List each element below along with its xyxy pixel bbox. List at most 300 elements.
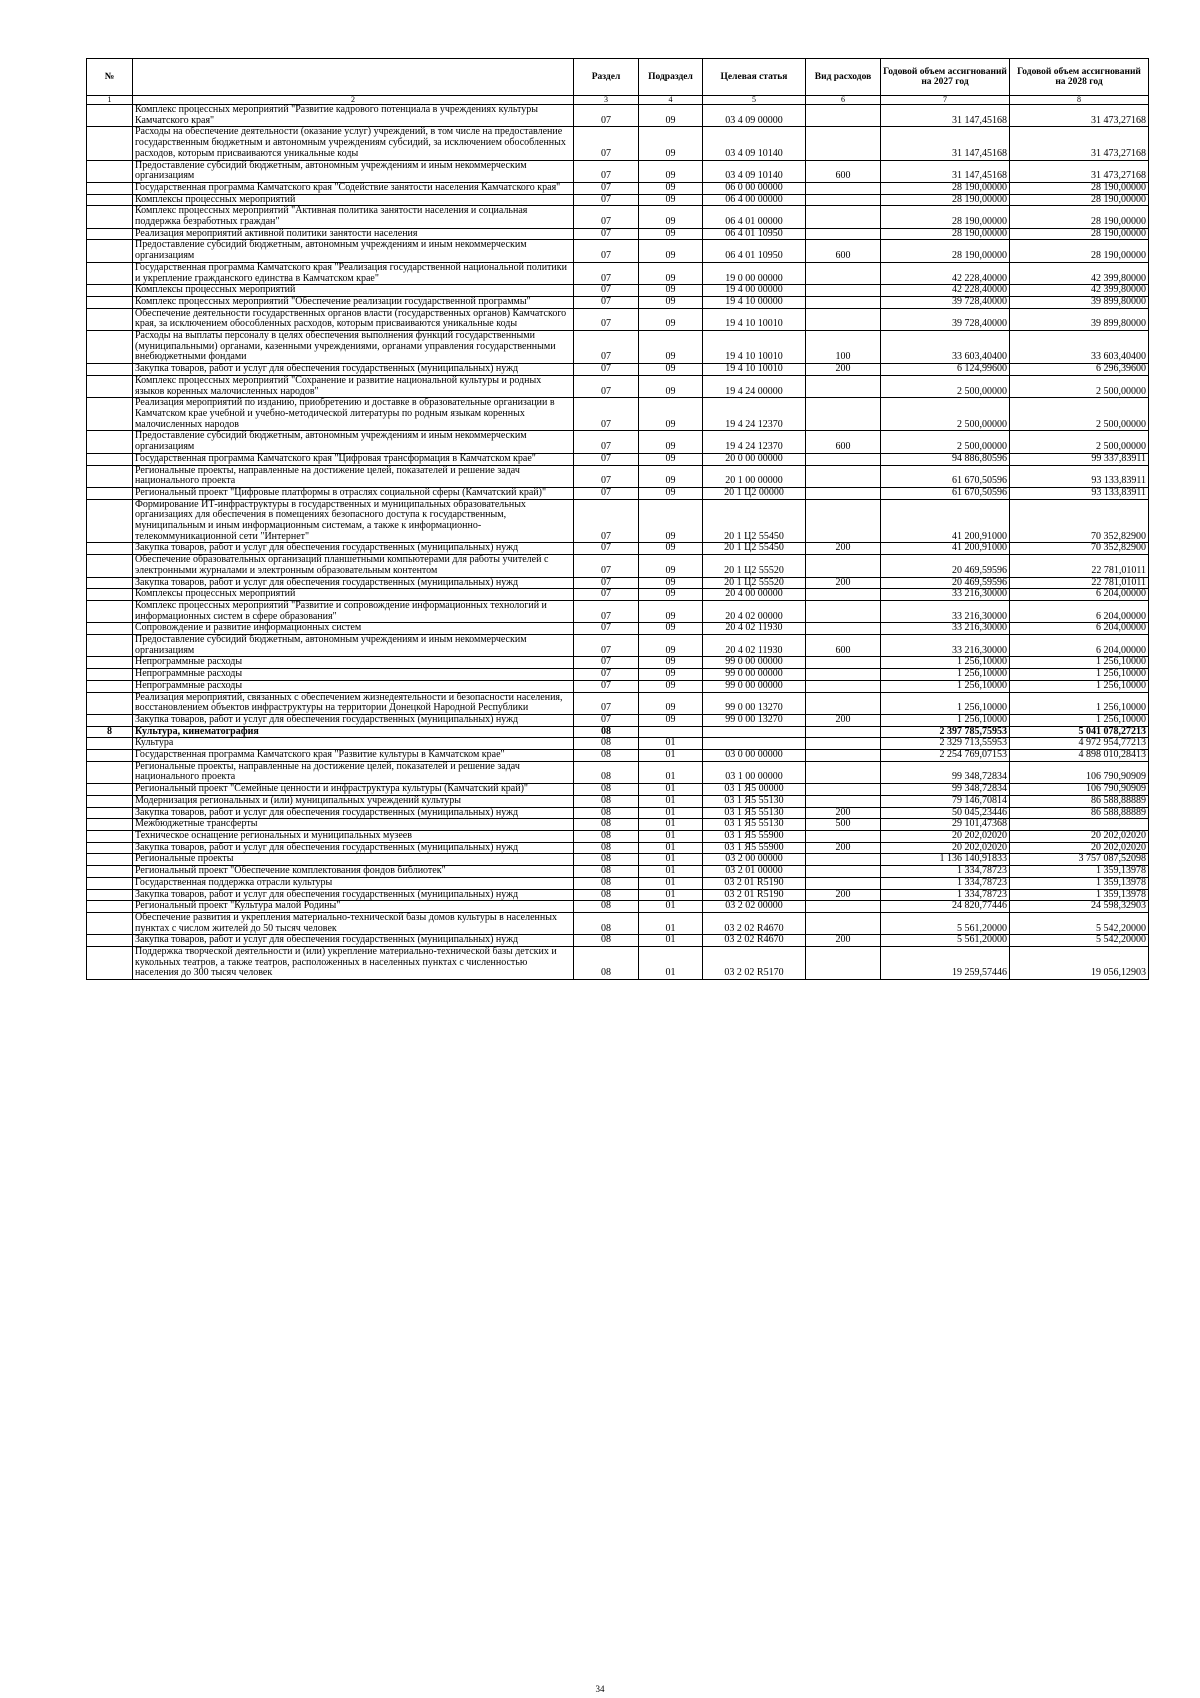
row-celevaya: 03 1 Я5 55900	[703, 831, 806, 843]
row-name: Государственная программа Камчатского края "Содействие занятости населения Камчатского края"	[133, 182, 574, 194]
row-razdel: 08	[574, 738, 639, 750]
row-celevaya: 19 4 10 10010	[703, 308, 806, 330]
row-podrazdel: 09	[639, 453, 703, 465]
row-celevaya	[703, 738, 806, 750]
row-vid	[806, 555, 881, 577]
row-vid	[806, 182, 881, 194]
row-celevaya: 03 2 01 00000	[703, 866, 806, 878]
row-podrazdel: 01	[639, 912, 703, 934]
row-celevaya: 20 1 Ц2 55520	[703, 555, 806, 577]
row-vid: 600	[806, 635, 881, 657]
row-vid	[806, 206, 881, 228]
row-vid	[806, 761, 881, 783]
row-celevaya: 03 1 Я5 00000	[703, 784, 806, 796]
row-amount-2028: 28 190,00000	[1010, 194, 1149, 206]
row-name: Закупка товаров, работ и услуг для обеспечения государственных (муниципальных) нужд	[133, 842, 574, 854]
row-amount-2028: 6 204,00000	[1010, 635, 1149, 657]
row-name: Комплекс процессных мероприятий "Развитие и сопровождение информационных технологий и информационных систем в сфере образования"	[133, 600, 574, 622]
row-amount-2027: 29 101,47368	[881, 819, 1010, 831]
row-amount-2027: 2 500,00000	[881, 398, 1010, 431]
row-number	[87, 935, 133, 947]
row-number	[87, 889, 133, 901]
row-amount-2027: 28 190,00000	[881, 194, 1010, 206]
row-name: Региональный проект "Обеспечение комплектования фондов библиотек"	[133, 866, 574, 878]
row-razdel: 08	[574, 866, 639, 878]
row-name: Комплекс процессных мероприятий "Обеспечение реализации государственной программы"	[133, 296, 574, 308]
row-razdel: 07	[574, 589, 639, 601]
table-row	[87, 285, 1149, 297]
row-celevaya: 03 0 00 00000	[703, 750, 806, 762]
row-razdel: 07	[574, 543, 639, 555]
row-name: Реализация мероприятий активной политики занятости населения	[133, 228, 574, 240]
col-header-razdel: Раздел	[574, 59, 639, 96]
row-razdel: 07	[574, 465, 639, 487]
row-podrazdel: 09	[639, 331, 703, 364]
row-amount-2028: 6 204,00000	[1010, 623, 1149, 635]
row-amount-2028: 28 190,00000	[1010, 228, 1149, 240]
row-name: Техническое оснащение региональных и муниципальных музеев	[133, 831, 574, 843]
row-amount-2028: 28 190,00000	[1010, 240, 1149, 262]
row-podrazdel: 01	[639, 889, 703, 901]
row-number	[87, 105, 133, 127]
row-podrazdel: 09	[639, 160, 703, 182]
row-number	[87, 680, 133, 692]
row-vid: 200	[806, 807, 881, 819]
row-razdel: 08	[574, 877, 639, 889]
row-amount-2028: 24 598,32903	[1010, 901, 1149, 913]
row-amount-2027: 61 670,50596	[881, 465, 1010, 487]
row-amount-2028: 1 256,10000	[1010, 669, 1149, 681]
row-razdel: 07	[574, 555, 639, 577]
table-row	[87, 577, 1149, 589]
row-razdel: 07	[574, 375, 639, 397]
row-amount-2028: 28 190,00000	[1010, 206, 1149, 228]
row-name: Закупка товаров, работ и услуг для обеспечения государственных (муниципальных) нужд	[133, 577, 574, 589]
row-vid	[806, 487, 881, 499]
row-number	[87, 831, 133, 843]
row-podrazdel: 09	[639, 262, 703, 284]
row-razdel: 08	[574, 935, 639, 947]
row-vid: 600	[806, 240, 881, 262]
row-razdel: 08	[574, 807, 639, 819]
row-vid: 200	[806, 714, 881, 726]
row-amount-2028: 42 399,80000	[1010, 262, 1149, 284]
row-vid	[806, 795, 881, 807]
row-razdel: 08	[574, 901, 639, 913]
row-razdel: 08	[574, 889, 639, 901]
row-celevaya: 06 4 01 10950	[703, 228, 806, 240]
row-podrazdel: 09	[639, 308, 703, 330]
table-body	[87, 105, 1149, 980]
row-number	[87, 555, 133, 577]
row-number	[87, 635, 133, 657]
table-row	[87, 657, 1149, 669]
row-name: Региональные проекты, направленные на достижение целей, показателей и решение задач национального проекта	[133, 465, 574, 487]
table-row	[87, 398, 1149, 431]
col-number-5: 5	[703, 96, 806, 105]
row-razdel: 07	[574, 105, 639, 127]
row-celevaya: 20 4 00 00000	[703, 589, 806, 601]
row-podrazdel: 01	[639, 854, 703, 866]
row-celevaya: 19 4 10 10010	[703, 331, 806, 364]
row-podrazdel: 01	[639, 750, 703, 762]
row-vid	[806, 692, 881, 714]
row-celevaya: 19 4 10 10010	[703, 364, 806, 376]
table-row	[87, 453, 1149, 465]
row-amount-2027: 33 216,30000	[881, 589, 1010, 601]
table-row	[87, 854, 1149, 866]
row-number	[87, 331, 133, 364]
row-amount-2027: 41 200,91000	[881, 543, 1010, 555]
table-row	[87, 901, 1149, 913]
table-row	[87, 842, 1149, 854]
row-amount-2028: 4 972 954,77213	[1010, 738, 1149, 750]
row-podrazdel: 09	[639, 127, 703, 160]
table-row	[87, 889, 1149, 901]
row-celevaya: 06 4 01 00000	[703, 206, 806, 228]
row-celevaya	[703, 726, 806, 738]
row-celevaya: 03 2 02 00000	[703, 901, 806, 913]
row-amount-2027: 24 820,77446	[881, 901, 1010, 913]
table-row	[87, 543, 1149, 555]
row-number	[87, 285, 133, 297]
row-razdel: 07	[574, 453, 639, 465]
row-celevaya: 20 1 Ц2 55450	[703, 543, 806, 555]
row-amount-2028: 1 256,10000	[1010, 657, 1149, 669]
row-number	[87, 431, 133, 453]
table-row	[87, 831, 1149, 843]
row-number	[87, 738, 133, 750]
row-celevaya: 99 0 00 00000	[703, 657, 806, 669]
row-vid: 200	[806, 543, 881, 555]
row-number	[87, 262, 133, 284]
row-razdel: 07	[574, 669, 639, 681]
row-amount-2028: 5 041 078,27213	[1010, 726, 1149, 738]
row-name: Государственная поддержка отрасли культуры	[133, 877, 574, 889]
row-podrazdel: 09	[639, 375, 703, 397]
row-number	[87, 194, 133, 206]
row-celevaya: 06 4 00 00000	[703, 194, 806, 206]
table-row	[87, 692, 1149, 714]
row-number	[87, 866, 133, 878]
row-celevaya: 03 4 09 10140	[703, 160, 806, 182]
row-razdel: 08	[574, 842, 639, 854]
col-number-4: 4	[639, 96, 703, 105]
row-razdel: 07	[574, 623, 639, 635]
table-row	[87, 669, 1149, 681]
row-podrazdel: 09	[639, 182, 703, 194]
row-amount-2027: 33 216,30000	[881, 635, 1010, 657]
row-celevaya: 20 4 02 11930	[703, 635, 806, 657]
row-amount-2027: 19 259,57446	[881, 947, 1010, 980]
row-number	[87, 761, 133, 783]
row-amount-2028: 106 790,90909	[1010, 784, 1149, 796]
row-vid	[806, 285, 881, 297]
row-amount-2027: 33 216,30000	[881, 623, 1010, 635]
row-celevaya: 03 2 02 R5170	[703, 947, 806, 980]
row-name: Обеспечение образовательных организаций планшетными компьютерами для работы учителей с электронными журналами и электронным образовательным контентом	[133, 555, 574, 577]
row-vid	[806, 669, 881, 681]
table-row	[87, 738, 1149, 750]
row-name: Культура	[133, 738, 574, 750]
row-amount-2028: 86 588,88889	[1010, 807, 1149, 819]
row-amount-2027: 20 469,59596	[881, 555, 1010, 577]
row-amount-2027: 2 329 713,55953	[881, 738, 1010, 750]
row-number	[87, 692, 133, 714]
row-amount-2027: 1 334,78723	[881, 866, 1010, 878]
table-row	[87, 499, 1149, 543]
row-name: Региональный проект "Семейные ценности и инфраструктура культуры (Камчатский край)"	[133, 784, 574, 796]
row-name: Региональный проект "Культура малой Родины"	[133, 901, 574, 913]
row-vid	[806, 105, 881, 127]
row-amount-2028: 39 899,80000	[1010, 296, 1149, 308]
row-name: Государственная программа Камчатского края "Цифровая трансформация в Камчатском крае"	[133, 453, 574, 465]
row-name: Сопровождение и развитие информационных систем	[133, 623, 574, 635]
row-vid	[806, 127, 881, 160]
row-number	[87, 784, 133, 796]
row-razdel: 07	[574, 692, 639, 714]
row-amount-2027: 28 190,00000	[881, 182, 1010, 194]
row-number	[87, 240, 133, 262]
row-vid	[806, 589, 881, 601]
row-podrazdel: 09	[639, 657, 703, 669]
row-podrazdel: 09	[639, 465, 703, 487]
row-number	[87, 160, 133, 182]
row-vid	[806, 453, 881, 465]
table-row	[87, 795, 1149, 807]
row-number	[87, 398, 133, 431]
row-celevaya: 06 4 01 10950	[703, 240, 806, 262]
row-amount-2027: 50 045,23446	[881, 807, 1010, 819]
table-row	[87, 680, 1149, 692]
row-vid	[806, 308, 881, 330]
col-header-number: №	[87, 59, 133, 96]
row-podrazdel: 09	[639, 680, 703, 692]
row-vid	[806, 680, 881, 692]
row-name: Предоставление субсидий бюджетным, автономным учреждениям и иным некоммерческим организациям	[133, 635, 574, 657]
row-podrazdel: 01	[639, 819, 703, 831]
row-amount-2028: 31 473,27168	[1010, 105, 1149, 127]
row-number	[87, 308, 133, 330]
row-vid	[806, 600, 881, 622]
row-razdel: 07	[574, 296, 639, 308]
row-vid: 200	[806, 842, 881, 854]
row-amount-2027: 1 256,10000	[881, 692, 1010, 714]
row-name: Государственная программа Камчатского края "Развитие культуры в Камчатском крае"	[133, 750, 574, 762]
row-podrazdel: 01	[639, 831, 703, 843]
row-celevaya: 03 4 09 10140	[703, 127, 806, 160]
row-number	[87, 669, 133, 681]
row-amount-2027: 20 469,59596	[881, 577, 1010, 589]
table-row	[87, 947, 1149, 980]
row-celevaya: 03 2 01 R5190	[703, 877, 806, 889]
row-vid: 600	[806, 431, 881, 453]
row-vid: 200	[806, 577, 881, 589]
row-vid: 100	[806, 331, 881, 364]
col-header-podrazdel: Подраздел	[639, 59, 703, 96]
row-number	[87, 228, 133, 240]
row-number	[87, 912, 133, 934]
row-number	[87, 842, 133, 854]
row-amount-2027: 1 136 140,91833	[881, 854, 1010, 866]
table-row	[87, 160, 1149, 182]
row-number	[87, 127, 133, 160]
col-number-6: 6	[806, 96, 881, 105]
row-amount-2027: 31 147,45168	[881, 105, 1010, 127]
table-row	[87, 296, 1149, 308]
row-razdel: 07	[574, 577, 639, 589]
row-vid: 200	[806, 889, 881, 901]
row-name: Комплексы процессных мероприятий	[133, 194, 574, 206]
row-name: Межбюджетные трансферты	[133, 819, 574, 831]
row-razdel: 07	[574, 194, 639, 206]
row-amount-2028: 1 359,13978	[1010, 889, 1149, 901]
row-celevaya: 99 0 00 00000	[703, 680, 806, 692]
row-number	[87, 807, 133, 819]
row-podrazdel: 01	[639, 738, 703, 750]
col-number-7: 7	[881, 96, 1010, 105]
row-amount-2027: 28 190,00000	[881, 240, 1010, 262]
table-row	[87, 194, 1149, 206]
row-amount-2027: 99 348,72834	[881, 761, 1010, 783]
row-amount-2028: 70 352,82900	[1010, 543, 1149, 555]
row-name: Реализация мероприятий по изданию, приобретению и доставке в образовательные организации в Камчатском крае учебной и учебно-методической литературы по родным языкам коренных малочисленных народов	[133, 398, 574, 431]
row-vid	[806, 912, 881, 934]
row-razdel: 07	[574, 600, 639, 622]
row-amount-2027: 39 728,40000	[881, 308, 1010, 330]
row-amount-2028: 31 473,27168	[1010, 160, 1149, 182]
row-name: Культура, кинематография	[133, 726, 574, 738]
col-number-1: 1	[87, 96, 133, 105]
col-header-celevaya: Целевая статья	[703, 59, 806, 96]
row-podrazdel: 09	[639, 600, 703, 622]
row-vid	[806, 194, 881, 206]
row-name: Предоставление субсидий бюджетным, автономным учреждениям и иным некоммерческим организациям	[133, 240, 574, 262]
row-name: Региональные проекты, направленные на достижение целей, показателей и решение задач национального проекта	[133, 761, 574, 783]
row-amount-2028: 2 500,00000	[1010, 398, 1149, 431]
row-amount-2028	[1010, 819, 1149, 831]
row-name: Закупка товаров, работ и услуг для обеспечения государственных (муниципальных) нужд	[133, 714, 574, 726]
row-razdel: 07	[574, 160, 639, 182]
row-razdel: 07	[574, 398, 639, 431]
row-celevaya: 20 4 02 00000	[703, 600, 806, 622]
col-header-name	[133, 59, 574, 96]
row-celevaya: 99 0 00 13270	[703, 692, 806, 714]
row-name: Предоставление субсидий бюджетным, автономным учреждениям и иным некоммерческим организациям	[133, 431, 574, 453]
row-amount-2028: 19 056,12903	[1010, 947, 1149, 980]
row-amount-2028: 1 359,13978	[1010, 877, 1149, 889]
row-number	[87, 465, 133, 487]
row-amount-2028: 1 359,13978	[1010, 866, 1149, 878]
row-number	[87, 364, 133, 376]
table-row	[87, 127, 1149, 160]
row-vid	[806, 738, 881, 750]
table-row	[87, 623, 1149, 635]
row-amount-2027: 1 334,78723	[881, 877, 1010, 889]
row-amount-2028: 28 190,00000	[1010, 182, 1149, 194]
table-row	[87, 555, 1149, 577]
row-name: Модернизация региональных и (или) муниципальных учреждений культуры	[133, 795, 574, 807]
row-amount-2027: 79 146,70814	[881, 795, 1010, 807]
row-razdel: 08	[574, 819, 639, 831]
row-amount-2027: 1 256,10000	[881, 669, 1010, 681]
row-name: Расходы на обеспечение деятельности (оказание услуг) учреждений, в том числе на предоставление государственным бюджетным и автономным учреждениям субсидий, за исключением обособленных расходов, которым присваиваются уникальные коды	[133, 127, 574, 160]
row-podrazdel: 01	[639, 866, 703, 878]
row-podrazdel: 09	[639, 589, 703, 601]
row-podrazdel: 09	[639, 692, 703, 714]
table-row	[87, 331, 1149, 364]
row-vid: 500	[806, 819, 881, 831]
row-razdel: 08	[574, 912, 639, 934]
row-number	[87, 487, 133, 499]
row-podrazdel: 09	[639, 669, 703, 681]
row-name: Закупка товаров, работ и услуг для обеспечения государственных (муниципальных) нужд	[133, 889, 574, 901]
budget-table	[86, 58, 1149, 980]
row-amount-2027: 1 256,10000	[881, 657, 1010, 669]
row-amount-2028: 33 603,40400	[1010, 331, 1149, 364]
row-podrazdel: 01	[639, 901, 703, 913]
table-row	[87, 600, 1149, 622]
row-vid: 200	[806, 935, 881, 947]
row-number	[87, 947, 133, 980]
row-celevaya: 03 1 Я5 55130	[703, 807, 806, 819]
row-podrazdel: 09	[639, 635, 703, 657]
row-podrazdel: 09	[639, 577, 703, 589]
table-row	[87, 761, 1149, 783]
row-podrazdel: 09	[639, 206, 703, 228]
row-amount-2027: 33 603,40400	[881, 331, 1010, 364]
row-number	[87, 589, 133, 601]
row-amount-2028: 1 256,10000	[1010, 692, 1149, 714]
row-podrazdel: 09	[639, 296, 703, 308]
row-vid	[806, 657, 881, 669]
row-number	[87, 296, 133, 308]
row-amount-2028: 6 204,00000	[1010, 589, 1149, 601]
row-amount-2028: 22 781,01011	[1010, 555, 1149, 577]
table-row	[87, 375, 1149, 397]
row-number	[87, 819, 133, 831]
row-vid: 200	[806, 364, 881, 376]
row-name: Региональные проекты	[133, 854, 574, 866]
row-amount-2027: 61 670,50596	[881, 487, 1010, 499]
row-vid	[806, 375, 881, 397]
row-number	[87, 182, 133, 194]
row-vid	[806, 726, 881, 738]
row-amount-2027: 31 147,45168	[881, 160, 1010, 182]
row-podrazdel: 01	[639, 795, 703, 807]
row-name: Формирование ИТ-инфраструктуры в государственных и муниципальных образовательных организациях для обеспечения в помещениях безопасного доступа к государственным, муниципальным и иным информационным системам, а также к информационно-телекоммуникационной сети "Интернет"	[133, 499, 574, 543]
row-podrazdel	[639, 726, 703, 738]
row-amount-2027: 42 228,40000	[881, 285, 1010, 297]
row-razdel: 08	[574, 761, 639, 783]
row-razdel: 08	[574, 947, 639, 980]
row-celevaya: 20 1 00 00000	[703, 465, 806, 487]
row-number	[87, 206, 133, 228]
table-row	[87, 819, 1149, 831]
row-vid	[806, 750, 881, 762]
table-row	[87, 364, 1149, 376]
row-name: Закупка товаров, работ и услуг для обеспечения государственных (муниципальных) нужд	[133, 543, 574, 555]
row-vid	[806, 901, 881, 913]
row-podrazdel: 01	[639, 807, 703, 819]
row-podrazdel: 01	[639, 877, 703, 889]
row-name: Реализация мероприятий, связанных с обеспечением жизнедеятельности и безопасности населения, восстановлением объектов инфраструктуры на территории Донецкой Народной Республики	[133, 692, 574, 714]
table-row	[87, 206, 1149, 228]
row-vid	[806, 296, 881, 308]
row-name: Непрограммные расходы	[133, 669, 574, 681]
row-amount-2028: 93 133,83911	[1010, 487, 1149, 499]
row-amount-2027: 99 348,72834	[881, 784, 1010, 796]
